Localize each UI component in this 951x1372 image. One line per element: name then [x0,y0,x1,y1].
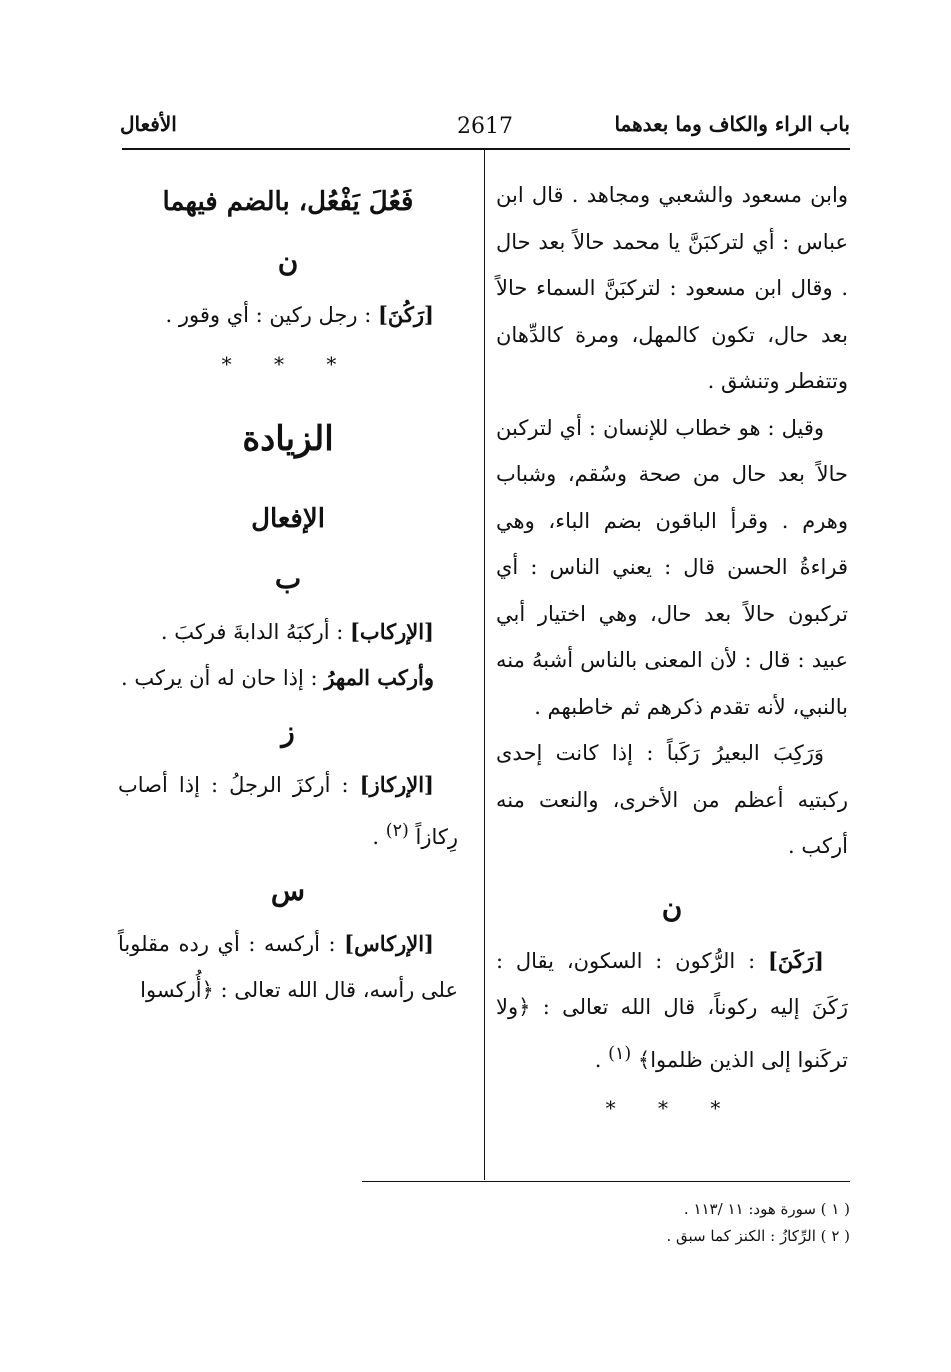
entry-text: : أركزَ الرجلُ : إذا أصاب رِكازاً [118,772,458,849]
entry-text: : رجل ركين : أي وقور . [165,303,372,327]
section-title: باب الراء والكاف وما بعدهما [614,112,850,136]
entry-key: وأركب المهرُ [324,665,434,690]
entry-irkas [118,921,458,1014]
letter-heading-ba: ب [274,561,302,595]
left-column [118,172,458,1014]
entry-rakana [496,938,848,1084]
entry-text: : إذا حان له أن يركب . [121,666,318,690]
heading-afal: الإفعال [251,503,325,534]
heading-faula: فَعُلَ يَفْعُل، بالضم فيهما [162,187,414,217]
entry-text: : أركبَهُ الدابةَ فركبَ . [160,619,344,644]
entry-text: : الرُّكون : السكون، يقال : رَكَنَ إليه ركوناً، قال الله تعالى : ﴿ولا تركَنوا إلى الذين ظلموا﴾ [496,948,848,1072]
footnote-ref: (٢) [385,821,409,841]
paragraph-1: وابن مسعود والشعبي ومجاهد . قال ابن عباس : أي لتركبَنَّ يا محمد حالاً بعد حال . وقال ابن مسعود : لتركبَنَّ السماء حالاً بعد حال، تكون كالمهل، ومرة كالدِّهان وتتفطر وتنشق . [496,183,848,393]
footnote-1: ( ١ ) سورة هود: ١١ /١١٣ . [683,1200,850,1218]
footnotes [500,1196,850,1250]
entry-key: [الإركاز] [359,771,434,797]
entry-irkab [118,609,458,656]
letter-heading-zay: ز [281,714,295,748]
letter-heading-sin: س [270,873,306,907]
header-rule [122,148,850,150]
entry-end: . [372,825,380,849]
page-number: 2617 [457,114,513,139]
letter-heading-nun: ن [277,245,299,278]
footnote-rule [362,1181,850,1182]
footnote-ref: (١) [608,1043,632,1064]
footnote-2: ( ٢ ) الرِّكازُ : الكنز كما سبق . [666,1227,850,1245]
entry-key: [رَكَنَ] [767,947,824,973]
chapter-title: الأفعال [120,112,177,136]
entry-key: [الإركاب] [350,618,434,644]
entry-end: . [594,1047,602,1072]
paragraph-2: وقيل : هو خطاب للإنسان : أي لتركبن حالاً بعد حال من صحة وسُقم، وشباب وهرم . وقرأ الباقون بضم الباء، وهي قراءةُ الحسن قال : يعني الناس : أي تركبون حالاً بعد حال، وهي اختيار أبي عبيد : قال : لأن المعنى بالناس أشبهُ منه بالنبي، لأنه تقدم ذكرهم ثم خاطبهم . [496,415,848,719]
section-separator: * * * [221,351,355,376]
paragraph-3: وَرَكِبَ البعيرُ رَكَباً : إذا كانت إحدى ركبتيه أعظم من الأخرى، والنعت منه أركب . [496,741,848,858]
entry-arkaba [118,655,458,702]
entry-key: [الإركاس] [344,930,434,956]
entry-text: : أركسه : أي رده مقلوباً على رأسه، قال الله تعالى : ﴿أُركسوا [118,931,458,1002]
running-header [120,112,850,142]
entry-rakuna [118,292,458,339]
section-separator: * * * [605,1096,739,1120]
entry-key: [رَكُنَ] [378,302,434,327]
column-divider [484,150,485,1180]
entry-irkaz [118,762,458,861]
letter-heading-nun: ن [661,890,683,924]
right-column [496,172,848,1133]
heading-ziyada: الزيادة [242,418,334,459]
